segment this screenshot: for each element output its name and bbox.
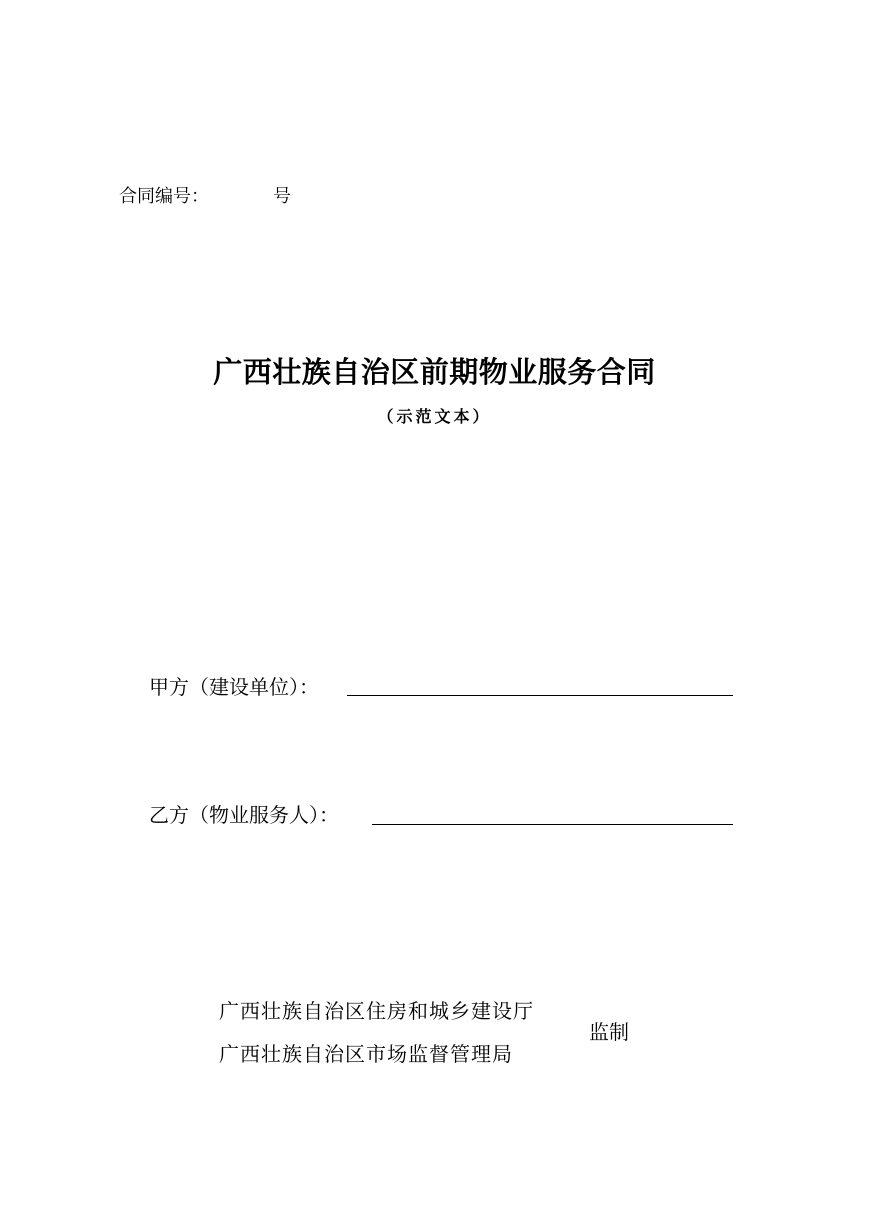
issuer-market-regulation-bureau: 广西壮族自治区市场监督管理局 (219, 1042, 513, 1066)
party-a-blank-line (347, 695, 733, 696)
party-b-label: 乙方（物业服务人）： (149, 803, 339, 827)
contract-number-label: 合同编号： (119, 186, 209, 207)
issuer-housing-department: 广西壮族自治区住房和城乡建设厅 (219, 999, 534, 1023)
contract-number-row (119, 185, 291, 209)
issuer-suffix: 监制 (589, 1020, 629, 1044)
contract-number-suffix: 号 (273, 186, 291, 207)
party-b-blank-line (372, 824, 733, 825)
document-subtitle: （示范文本） (377, 407, 492, 426)
party-a-label: 甲方（建设单位）： (149, 675, 319, 699)
document-title: 广西壮族自治区前期物业服务合同 (213, 355, 656, 389)
